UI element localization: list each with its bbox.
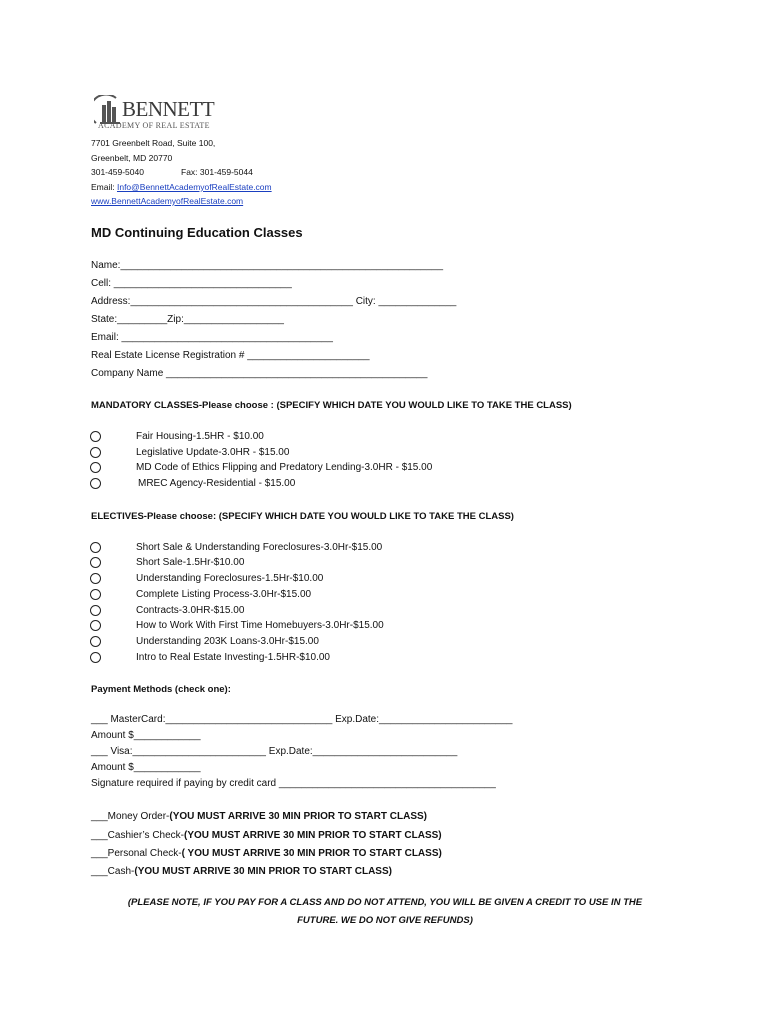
mandatory-radio[interactable]: [90, 478, 101, 489]
personal-check-label: ___Personal Check-: [91, 848, 182, 859]
mandatory-radio[interactable]: [90, 431, 101, 442]
electives-header: ELECTIVES-Please choose: (SPECIFY WHICH DATE YOU WOULD LIKE TO TAKE THE CLASS): [91, 511, 514, 522]
money-order-option[interactable]: [91, 811, 427, 822]
arrive-note: (YOU MUST ARRIVE 30 MIN PRIOR TO START CLASS): [134, 866, 392, 877]
elective-option: Short Sale & Understanding Foreclosures-3.0Hr-$15.00: [136, 542, 383, 553]
website-link[interactable]: www.BennettAcademyofRealEstate.com: [91, 196, 244, 206]
mandatory-option: MD Code of Ethics Flipping and Predatory Lending-3.0HR - $15.00: [136, 462, 433, 473]
elective-radio[interactable]: [90, 573, 101, 584]
elective-option: Contracts-3.0HR-$15.00: [136, 605, 245, 616]
money-order-label: ___Money Order-: [91, 811, 170, 822]
city-address: Greenbelt, MD 20770: [91, 153, 173, 163]
payment-header: Payment Methods (check one):: [91, 684, 231, 695]
personal-check-option[interactable]: [91, 848, 442, 859]
elective-option: How to Work With First Time Homebuyers-3.0Hr-$15.00: [136, 620, 384, 631]
mandatory-option: Fair Housing-1.5HR - $10.00: [136, 431, 264, 442]
logo-subtitle: ACADEMY OF REAL ESTATE: [98, 121, 210, 130]
elective-radio[interactable]: [90, 589, 101, 600]
page-title: MD Continuing Education Classes: [91, 225, 303, 240]
refund-note-line1: (PLEASE NOTE, IF YOU PAY FOR A CLASS AND DO NOT ATTEND, YOU WILL BE GIVEN A CREDIT TO USE IN THE: [127, 897, 643, 908]
visa-field[interactable]: ___ Visa:________________________ Exp.Date:__________________________: [91, 746, 458, 757]
license-field[interactable]: Real Estate License Registration # ______________________: [91, 350, 370, 361]
amount-field[interactable]: Amount $____________: [91, 762, 201, 773]
street-address: 7701 Greenbelt Road, Suite 100,: [91, 138, 216, 148]
mandatory-radio[interactable]: [90, 447, 101, 458]
cashiers-check-option[interactable]: [91, 830, 442, 841]
elective-radio[interactable]: [90, 605, 101, 616]
mandatory-option: MREC Agency-Residential - $15.00: [138, 478, 296, 489]
mastercard-field[interactable]: ___ MasterCard:______________________________ Exp.Date:________________________: [91, 714, 513, 725]
refund-note-line2: FUTURE. WE DO NOT GIVE REFUNDS): [297, 915, 473, 926]
email-field[interactable]: Email: ______________________________________: [91, 332, 333, 343]
cash-label: ___Cash-: [91, 866, 135, 877]
email-line: [91, 182, 272, 192]
address-field[interactable]: Address:________________________________________ City: ______________: [91, 296, 457, 307]
elective-radio[interactable]: [90, 557, 101, 568]
signature-field[interactable]: Signature required if paying by credit card _______________________________________: [91, 778, 496, 789]
arrive-note: (YOU MUST ARRIVE 30 MIN PRIOR TO START CLASS): [169, 811, 427, 822]
mandatory-header: MANDATORY CLASSES-Please choose : (SPECIFY WHICH DATE YOU WOULD LIKE TO TAKE THE CLASS): [91, 400, 572, 411]
elective-radio[interactable]: [90, 652, 101, 663]
phone: 301-459-5040: [91, 167, 144, 177]
elective-option: Understanding Foreclosures-1.5Hr-$10.00: [136, 573, 324, 584]
fax: Fax: 301-459-5044: [181, 167, 253, 177]
elective-option: Understanding 203K Loans-3.0Hr-$15.00: [136, 636, 319, 647]
company-field[interactable]: Company Name _______________________________________________: [91, 368, 428, 379]
arrive-note: (YOU MUST ARRIVE 30 MIN PRIOR TO START CLASS): [184, 830, 442, 841]
cashiers-check-label: ___Cashier’s Check-: [91, 830, 185, 841]
elective-option: Intro to Real Estate Investing-1.5HR-$10.00: [136, 652, 330, 663]
elective-option: Complete Listing Process-3.0Hr-$15.00: [136, 589, 312, 600]
elective-radio[interactable]: [90, 620, 101, 631]
email-label: Email:: [91, 182, 117, 192]
mandatory-radio[interactable]: [90, 462, 101, 473]
arrive-note: ( YOU MUST ARRIVE 30 MIN PRIOR TO START CLASS): [181, 848, 442, 859]
name-field[interactable]: Name:__________________________________________________________: [91, 260, 444, 271]
elective-radio[interactable]: [90, 636, 101, 647]
amount-field[interactable]: Amount $____________: [91, 730, 201, 741]
elective-radio[interactable]: [90, 542, 101, 553]
cash-option[interactable]: [91, 866, 392, 877]
mandatory-option: Legislative Update-3.0HR - $15.00: [136, 447, 290, 458]
logo: [94, 95, 214, 133]
logo-name: BENNETT: [122, 97, 215, 121]
cell-field[interactable]: Cell: ________________________________: [91, 278, 292, 289]
state-zip-field[interactable]: State:_________Zip:__________________: [91, 314, 284, 325]
elective-option: Short Sale-1.5Hr-$10.00: [136, 557, 245, 568]
email-link[interactable]: Info@BennettAcademyofRealEstate.com: [116, 182, 272, 192]
